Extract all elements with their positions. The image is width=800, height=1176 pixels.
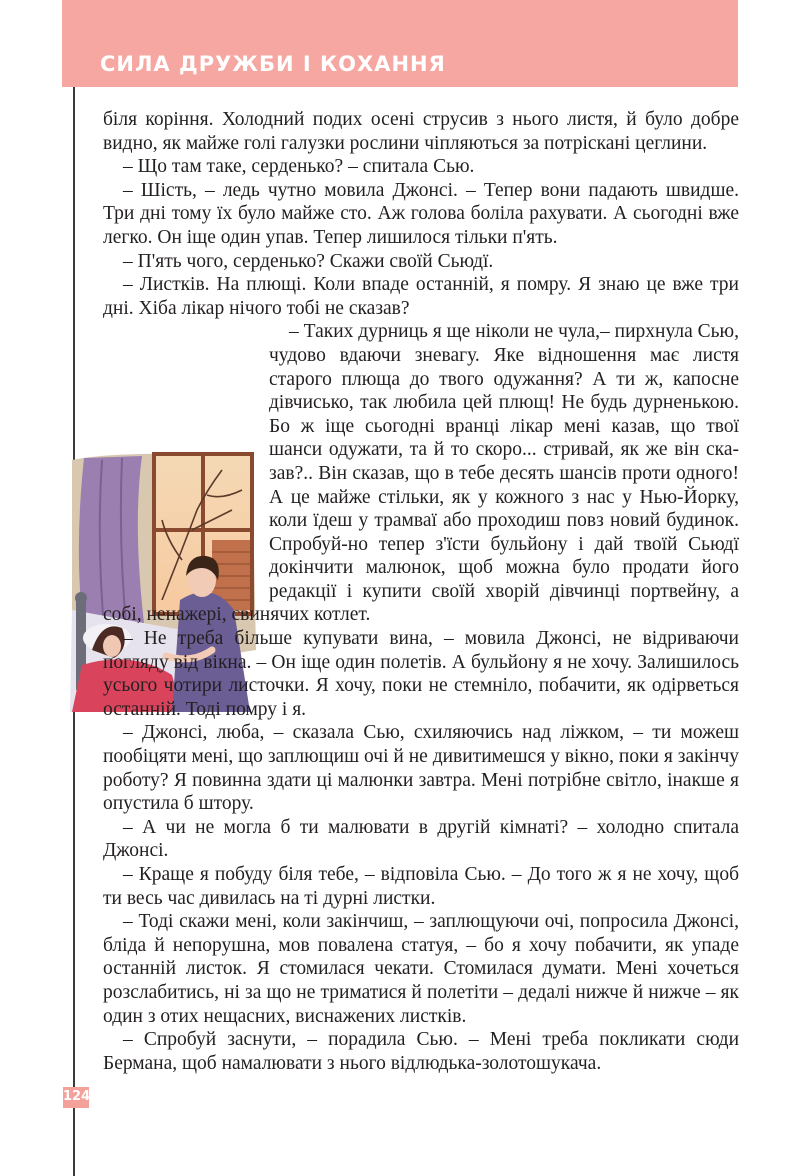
paragraph: – Листків. На плющі. Коли впаде останній, я помру. Я знаю це вже три дні. Хіба лікар нічого тобі не сказав? [103,274,739,319]
paragraph: – А чи не могла б ти малювати в другій кімнаті? – холодно спитала Джонсі. [103,816,739,862]
paragraph: біля коріння. Холодний подих осені струсив з нього листя, й було добре видно, як майже голі галузки рослини чіпляються за потріскані цеглини. [103,109,739,154]
paragraph: – Що там таке, серденько? – спитала Сью. [123,156,475,178]
paragraph: – Не треба більше купувати вина, – мовила Джонсі, не відриваючи погляду від вікна. – Он іще один полетів. А бульйону я не хочу. Залишилось усього чотири листочки. Я хочу, поки не стемніло, побачити, як одірветься останній. Тоді помру і я. [103,628,739,720]
paragraph: – Спробуй заснути, – порадила Сью. – Мені треба покликати сюди Бермана, щоб намалювати з нього відлюдька-золотошукача. [103,1029,739,1074]
paragraph: – П'ять чого, серденько? Скажи своїй Сьюдї. [123,250,494,272]
page-number-badge [63,1087,89,1108]
chapter-title: СИЛА ДРУЖБИ І КОХАННЯ [100,52,446,76]
page-number: 124 [63,1089,91,1104]
paragraph: – Тоді скажи мені, коли закінчиш, – заплющуючи очі, попросила Джонсі, бліда й непорушна, мов повалена статуя, – бо я хочу побачити, як упаде останній листок. Я стомилася чекати. Стомилася думати. Мені хочеться розслабитись, ні за що не триматися й полетіти – дедалі нижче й нижче – як один з отих нещасних, виснажених листків. [103,911,739,1027]
body-text [103,108,739,1075]
paragraph: – Краще я побуду біля тебе, – відповіла Сью. – До того ж я не хочу, щоб ти весь час дивилась на ті дурні листки. [103,864,739,909]
paragraph: – Шість, – ледь чутно мовила Джонсі. – Тепер вони падають швидше. Три дні тому їх було майже сто. Аж голова боліла рахувати. А сьогодні вже легко. Он іще один упав. Тепер лишилося тільки п'ять. [103,179,739,248]
paragraph: – Таких дурниць я ще ніколи не чула,– пирхнула Сью, чудово вдаючи зневагу. Яке відношення має листя старого плюща до твого одужання? А ти ж, капосне дівчисько, так любила цей плющ! Не будь дурненькою. Бо ж іще сьогодні вранці лікар мені казав, що твої шанси одужати, та й то скоро... стривай, як же він сказав?.. Він сказав, що в тебе десять шансів проти одного! А це майже стільки, як у кожного з нас у Нью-Йорку, коли їдеш у трамваї або проходиш повз новий будинок. Спробуй-но тепер з'їсти бульйону і дай твоїй Сьюдї докінчити малюнок, щоб можна було продати його редакції і купити своїй хворій дівчинці портвейну, а собі, ненажері, свинячих котлет. [103,321,739,626]
paragraph: – Джонсі, люба, – сказала Сью, схиляючись над ліжком, – ти можеш пообіцяти мені, що заплющиш очі й не дивитимешся у вікно, поки я закінчу роботу? Я повинна здати ці малюнки завтра. Мені потрібне світло, інакше я опустила б штору. [103,722,739,815]
illustration-space [103,324,269,586]
